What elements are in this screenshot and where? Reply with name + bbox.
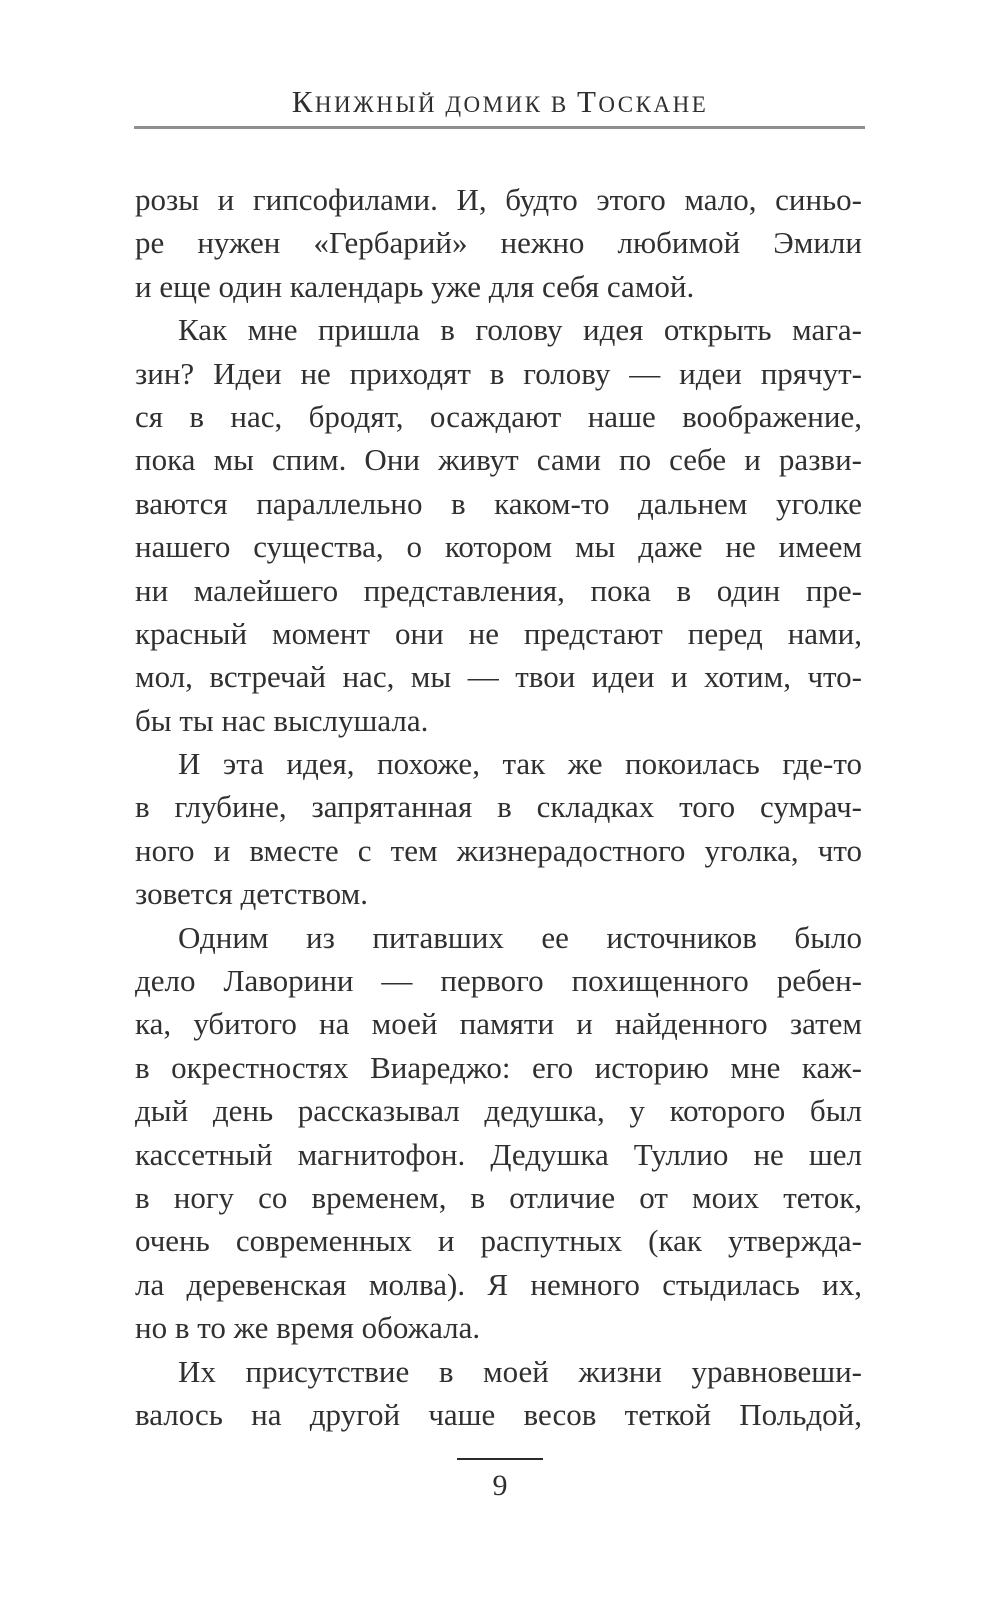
text-line: ре нужен «Гербарий» нежно любимой Эмили (135, 225, 862, 261)
text-line: красный момент они не предстают перед нами, (135, 615, 862, 651)
text-line: ся в нас, бродят, осаждают наше воображение, (135, 398, 862, 434)
text-line: зин? Идеи не приходят в голову — идеи прячут- (135, 355, 862, 391)
page-number: 9 (492, 1469, 508, 1502)
text-line: в окрестностях Виареджо: его историю мне каж- (135, 1049, 862, 1085)
text-line: пока мы спим. Они живут сами по себе и разви- (135, 442, 862, 478)
body-text (135, 178, 862, 1436)
text-line: но в то же время обожала. (135, 1310, 481, 1346)
text-line: ла деревенская молва). Я немного стыдилась их, (135, 1266, 862, 1302)
footer-rule (457, 1458, 543, 1460)
header-rule (134, 126, 865, 129)
text-line: валось на другой чаше весов теткой Польдой, (135, 1396, 862, 1432)
text-line: зовется детством. (135, 876, 368, 912)
text-line: дело Лаворини — первого похищенного ребен- (135, 963, 862, 999)
text-line: бы ты нас выслушала. (135, 702, 429, 738)
text-line: нашего существа, о котором мы даже не имеем (135, 529, 862, 565)
running-head: КНИЖНЫЙ ДОМИК В ТОСКАНЕ (291, 84, 709, 119)
text-line: Их присутствие в моей жизни уравновеши- (178, 1353, 862, 1389)
text-line: ни малейшего представления, пока в один пре- (135, 572, 862, 608)
paragraph (135, 1350, 862, 1437)
text-line: мол, встречай нас, мы — твои идеи и хотим, что- (135, 659, 862, 695)
text-line: в ногу со временем, в отличие от моих теток, (135, 1179, 862, 1215)
text-line: и еще один календарь уже для себя самой. (135, 268, 695, 304)
paragraph (135, 178, 862, 308)
text-line: Одним из питавших ее источников было (178, 919, 862, 955)
paragraph (135, 742, 862, 916)
text-line: кассетный магнитофон. Дедушка Туллио не шел (135, 1136, 862, 1172)
text-line: очень современных и распутных (как утвержда- (135, 1223, 862, 1259)
text-line: И эта идея, похоже, так же покоилась где-то (178, 746, 862, 782)
text-line: дый день рассказывал дедушка, у которого был (135, 1093, 862, 1129)
paragraph (135, 916, 862, 1350)
text-line: ного и вместе с тем жизнерадостного уголка, что (135, 832, 862, 868)
paragraph (135, 308, 862, 742)
text-line: в глубине, запрятанная в складках того сумрач- (135, 789, 862, 825)
text-line: ка, убитого на моей памяти и найденного затем (135, 1006, 862, 1042)
text-line: розы и гипсофилами. И, будто этого мало, синьо- (135, 182, 862, 217)
text-line: ваются параллельно в каком-то дальнем уголке (135, 485, 862, 521)
text-line: Как мне пришла в голову идея открыть мага- (178, 312, 862, 348)
